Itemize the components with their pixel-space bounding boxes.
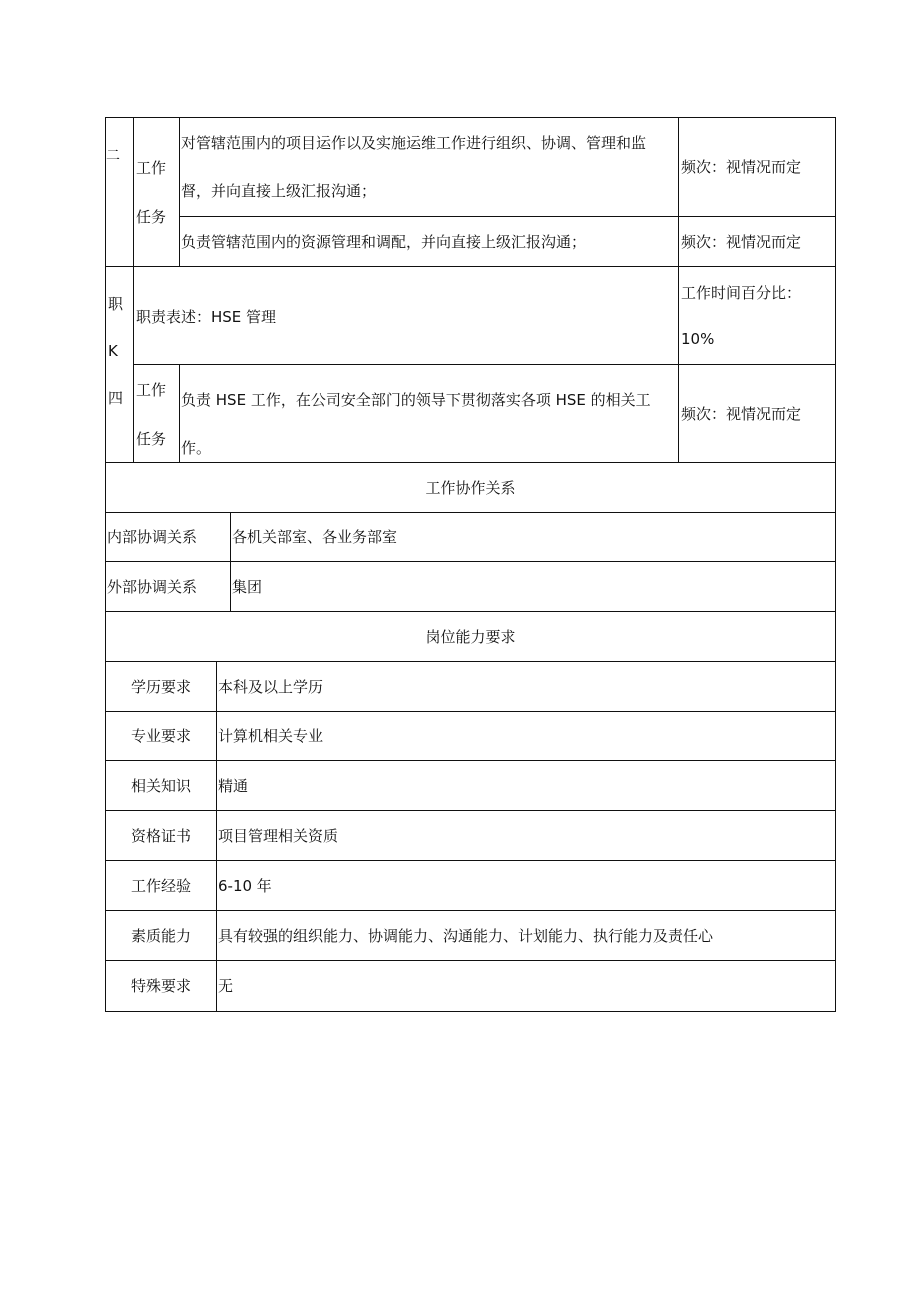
duty-description: 职责表述：HSE 管理 bbox=[136, 308, 277, 326]
row-line bbox=[105, 910, 836, 911]
ability-value: 具有较强的组织能力、协调能力、沟通能力、计划能力、执行能力及责任心 bbox=[218, 927, 714, 945]
cooperation-label: 外部协调关系 bbox=[107, 578, 198, 596]
cooperation-title: 工作协作关系 bbox=[425, 479, 516, 497]
row-line bbox=[105, 810, 836, 811]
row-line bbox=[105, 117, 836, 118]
ability-value: 6-10 年 bbox=[218, 877, 272, 895]
col-line bbox=[216, 661, 217, 1011]
task-label-line: 任务 bbox=[136, 430, 167, 448]
row-line bbox=[105, 661, 836, 662]
task-label-line: 工作 bbox=[136, 159, 167, 177]
col-line bbox=[179, 117, 180, 266]
ability-label: 相关知识 bbox=[130, 777, 191, 795]
row-line bbox=[105, 711, 836, 712]
duty-side-label: 四 bbox=[108, 389, 124, 407]
col-line bbox=[678, 266, 679, 462]
col-line bbox=[678, 117, 679, 266]
row-line bbox=[105, 860, 836, 861]
ability-label: 工作经验 bbox=[130, 877, 191, 895]
time-percentage-label: 工作时间百分比： bbox=[681, 284, 802, 302]
row-line bbox=[105, 960, 836, 961]
col-line bbox=[133, 266, 134, 462]
duty-number-label: 二 bbox=[106, 148, 120, 164]
row-line bbox=[133, 364, 836, 365]
task-label-line: 任务 bbox=[136, 208, 167, 226]
duty-side-label: 职 bbox=[108, 295, 124, 313]
row-line bbox=[105, 266, 836, 267]
task-text-line: 负责管辖范围内的资源管理和调配，并向直接上级汇报沟通； bbox=[181, 233, 587, 251]
time-percentage-value: 10% bbox=[681, 330, 715, 348]
row-line bbox=[105, 512, 836, 513]
col-line bbox=[230, 512, 231, 611]
row-line bbox=[179, 216, 836, 217]
task-frequency: 频次：视情况而定 bbox=[681, 233, 802, 251]
ability-label: 学历要求 bbox=[130, 678, 191, 696]
ability-value: 计算机相关专业 bbox=[218, 727, 324, 745]
cooperation-value: 集团 bbox=[232, 578, 263, 596]
cooperation-value: 各机关部室、各业务部室 bbox=[232, 528, 398, 546]
task-frequency: 频次：视情况而定 bbox=[681, 405, 802, 423]
task-text-line: 负责 HSE 工作，在公司安全部门的领导下贯彻落实各项 HSE 的相关工 bbox=[181, 391, 651, 409]
col-line bbox=[179, 364, 180, 462]
ability-value: 本科及以上学历 bbox=[218, 678, 324, 696]
row-line bbox=[105, 611, 836, 612]
task-text-line: 对管辖范围内的项目运作以及实施运维工作进行组织、协调、管理和监 bbox=[181, 134, 647, 152]
task-text-line: 作。 bbox=[181, 439, 212, 457]
ability-label: 素质能力 bbox=[130, 927, 191, 945]
ability-value: 项目管理相关资质 bbox=[218, 827, 339, 845]
row-line bbox=[105, 760, 836, 761]
ability-label: 特殊要求 bbox=[130, 977, 191, 995]
row-line bbox=[105, 561, 836, 562]
duty-side-label: K bbox=[108, 342, 118, 360]
row-line bbox=[105, 462, 836, 463]
table-border-bottom bbox=[105, 1011, 836, 1012]
ability-title: 岗位能力要求 bbox=[425, 628, 516, 646]
task-frequency: 频次：视情况而定 bbox=[681, 158, 802, 176]
task-label-line: 工作 bbox=[136, 381, 167, 399]
col-line bbox=[133, 117, 134, 266]
ability-label: 资格证书 bbox=[130, 827, 191, 845]
table-border-right bbox=[835, 117, 836, 1012]
task-text-line: 督，并向直接上级汇报沟通； bbox=[181, 182, 377, 200]
ability-value: 精通 bbox=[218, 777, 249, 795]
cooperation-label: 内部协调关系 bbox=[107, 528, 198, 546]
ability-label: 专业要求 bbox=[130, 727, 191, 745]
ability-value: 无 bbox=[218, 977, 234, 995]
